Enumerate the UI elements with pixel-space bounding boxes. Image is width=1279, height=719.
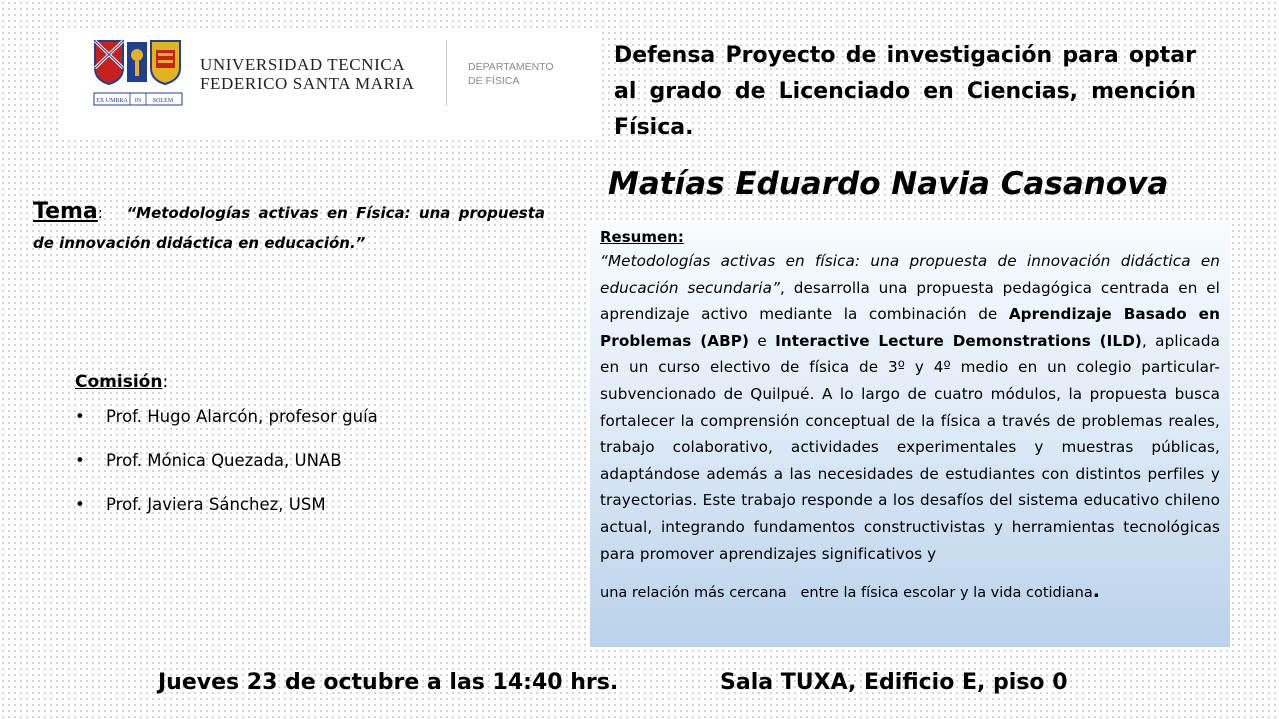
- university-crest-icon: [92, 38, 184, 108]
- department-line2: DE FÍSICA: [468, 75, 520, 87]
- university-logo: [60, 28, 600, 136]
- bullet-icon: •: [75, 407, 85, 426]
- university-name: [200, 55, 415, 93]
- summary-text-part2: e: [749, 331, 776, 350]
- university-name-line2: FEDERICO SANTA MARIA: [200, 74, 415, 93]
- author-name: Matías Eduardo Navia Casanova: [608, 166, 1169, 202]
- topic-text: “Metodologías activas en Física: una propuesta de innovación didáctica en educación.”: [33, 204, 545, 252]
- committee-member-name: Prof. Mónica Quezada, UNAB: [106, 451, 342, 470]
- department-name: [468, 60, 554, 88]
- summary-bold-abp: Aprendizaje Basado en Problemas (ABP): [600, 305, 1220, 350]
- university-name-line1: UNIVERSIDAD TECNICA: [200, 55, 406, 74]
- committee-separator: :: [162, 372, 169, 392]
- summary-text-part1: , desarrolla una propuesta pedagógica centrada en el aprendizaje activo mediante la combinación de: [600, 278, 1220, 324]
- department-line1: DEPARTAMENTO: [468, 61, 554, 73]
- committee-member: [75, 494, 535, 538]
- event-location: Sala TUXA, Edificio E, piso 0: [720, 670, 1068, 695]
- topic-section: [33, 197, 545, 258]
- bullet-icon: •: [75, 495, 85, 514]
- summary-bold-ild: Interactive Lecture Demonstrations (ILD): [775, 331, 1142, 350]
- committee-label: Comisión: [75, 372, 163, 392]
- committee-heading: [75, 372, 535, 392]
- committee-member: [75, 450, 535, 494]
- committee-member: [75, 406, 535, 450]
- topic-label: Tema: [33, 199, 98, 224]
- motto-right: SOLEM: [152, 98, 174, 104]
- committee-member-name: Prof. Javiera Sánchez, USM: [106, 495, 326, 514]
- summary-quote: “Metodologías activas en física: una propuesta de innovación didáctica en educación secundaria”: [600, 252, 1220, 297]
- summary-text-part3: , aplicada en un curso electivo de física de 3º y 4º medio en un colegio particular-subvencionado de Quilpué. A lo largo de cuatro módulos, la propuesta busca fortalecer la comprensión conceptual de la física a través de problemas reales, trabajo colaborativo, actividades experimentales y muestras públicas, adaptándose además a las necesidades de estudiantes con distintos perfiles y trayectorias. Este trabajo responde a los desafíos del sistema educativo chileno actual, integrando fundamentos constructivistas y herramientas tecnológicas para promover aprendizajes significativos y: [600, 331, 1220, 563]
- committee-list: [75, 406, 535, 538]
- summary-heading: Resumen:: [600, 228, 684, 246]
- bullet-icon: •: [75, 451, 85, 470]
- summary-final-dot: .: [1092, 580, 1100, 603]
- committee-section: [75, 372, 535, 538]
- logo-divider: [446, 40, 447, 106]
- committee-member-name: Prof. Hugo Alarcón, profesor guía: [106, 407, 378, 426]
- summary-box: [590, 222, 1230, 647]
- motto-left: EX UMBRA: [96, 98, 128, 104]
- summary-final-line: [600, 579, 1220, 605]
- motto-center: IN: [134, 98, 142, 104]
- summary-body: [600, 248, 1220, 567]
- event-date: Jueves 23 de octubre a las 14:40 hrs.: [158, 670, 619, 695]
- summary-final-text: una relación más cercana entre la física escolar y la vida cotidiana: [600, 585, 1093, 602]
- topic-separator: :: [97, 204, 103, 222]
- event-title: Defensa Proyecto de investigación para optar al grado de Licenciado en Ciencias, mención Física.: [614, 43, 1196, 140]
